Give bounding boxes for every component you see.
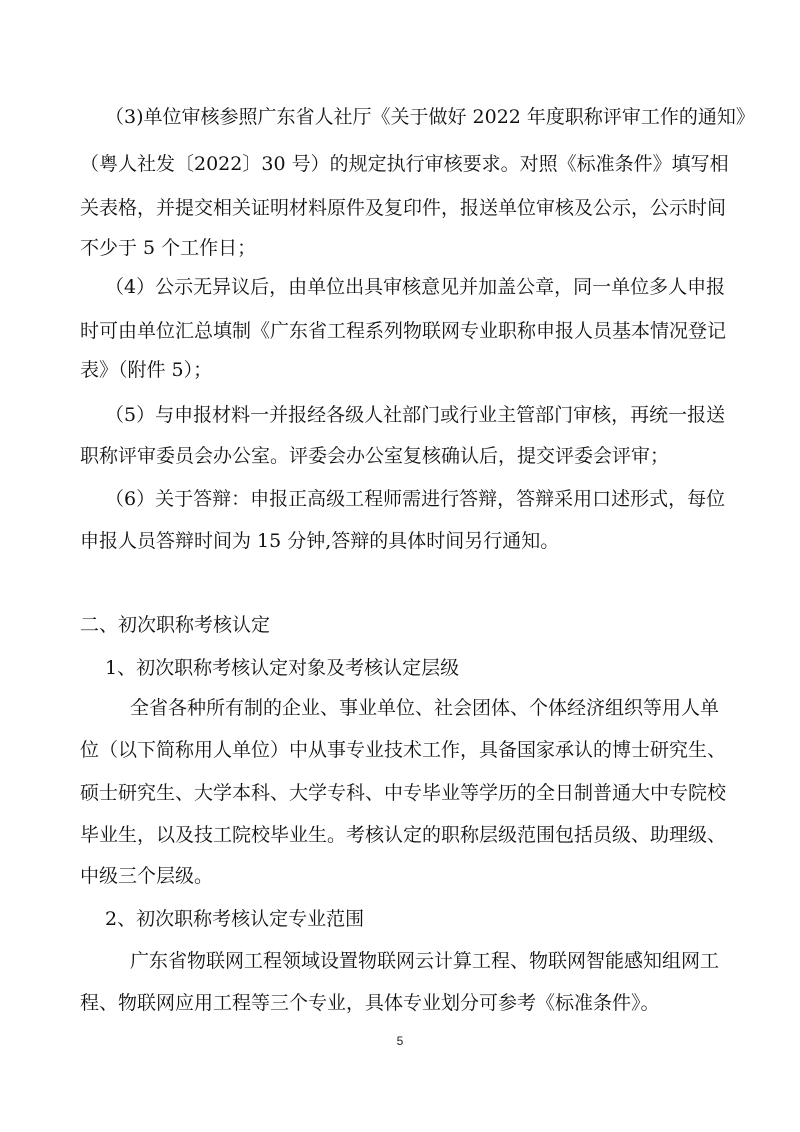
text-line-18: 中级三个层级。: [80, 865, 214, 887]
text-line-7: 表》（附件 5）；: [80, 359, 213, 381]
text-line-17: 毕业生，以及技工院校毕业生。考核认定的职称层级范围包括员级、助理级、: [80, 824, 727, 846]
text-line-4: 不少于 5 个工作日；: [80, 237, 257, 259]
text-line-14: 全省各种所有制的企业、事业单位、社会团体、个体经济组织等用人单: [130, 697, 720, 719]
text-line-16: 硕士研究生、大学本科、大学专科、中专毕业等学历的全日制普通大中专院校: [80, 782, 727, 804]
text-line-3: 关表格，并提交相关证明材料原件及复印件，报送单位审核及公示，公示时间: [80, 197, 727, 219]
text-line-6: 时可由单位汇总填制《广东省工程系列物联网专业职称申报人员基本情况登记: [80, 320, 727, 342]
text-line-1: （3)单位审核参照广东省人社厅《关于做好 2022 年度职称评审工作的通知》: [105, 106, 755, 128]
text-line-20: 广东省物联网工程领域设置物联网云计算工程、物联网智能感知组网工: [130, 950, 720, 972]
subsection-heading-1: 1、初次职称考核认定对象及考核认定层级: [105, 657, 460, 679]
text-line-8: （5）与申报材料一并报经各级人社部门或行业主管部门审核，再统一报送: [105, 404, 726, 426]
page-number: 5: [396, 1034, 404, 1048]
text-line-5: （4）公示无异议后，由单位出具审核意见并加盖公章，同一单位多人申报: [105, 276, 726, 298]
section-heading: 二、初次职称考核认定: [80, 614, 271, 636]
text-line-21: 程、物联网应用工程等三个专业，具体专业划分可参考《标准条件》。: [80, 992, 660, 1014]
text-line-10: （6）关于答辩：申报正高级工程师需进行答辩，答辩采用口述形式，每位: [105, 488, 726, 510]
text-line-15: 位（以下简称用人单位）中从事专业技术工作，具备国家承认的博士研究生、: [80, 739, 727, 761]
subsection-heading-2: 2、初次职称考核认定专业范围: [105, 908, 365, 930]
text-line-11: 申报人员答辩时间为 15 分钟,答辩的具体时间另行通知。: [80, 530, 560, 552]
text-line-2: （粤人社发〔2022〕30 号）的规定执行审核要求。对照《标准条件》填写相: [80, 153, 729, 175]
text-line-9: 职称评审委员会办公室。评委会办公室复核确认后，提交评委会评审；: [80, 445, 670, 467]
